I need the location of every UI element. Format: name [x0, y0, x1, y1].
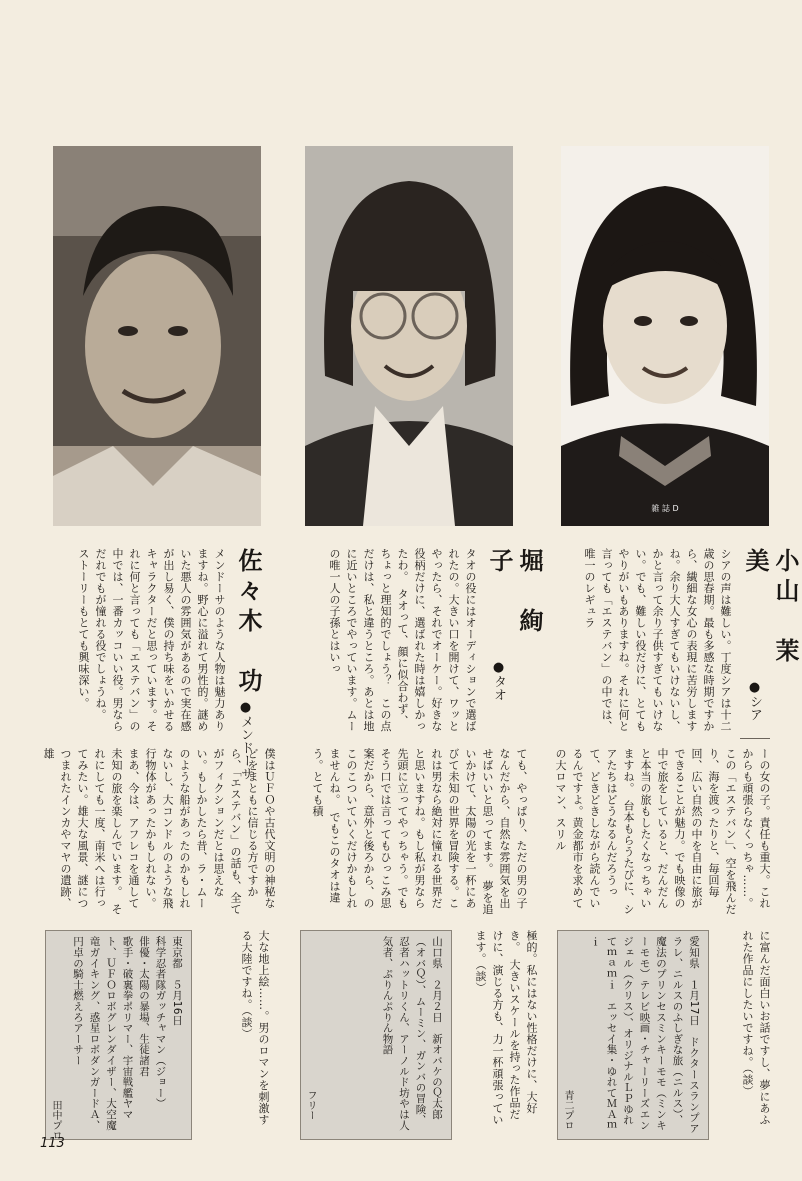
actor-role-sasaki: ●メンドーサ — [238, 700, 253, 780]
actor-bio-koyama: シアの声は難しい。丁度シアは十二歳の思春期。最も多感な時期ですから、繊細な女心の表現に苦労しますね。余り大人すぎてもいけないし、かと言って余り子供すぎてもいけない。でも、難しい役だけに、とてもやりがいもありますね。それに何と言っても「エステバン」の中では、唯一のレギュラ — [583, 548, 732, 732]
actor-text-koyama-cont: ーの女の子。責任も重大。これからも頑張らなくっちゃ……。 この「エステバン」、空を飛んだり、海を渡ったりと、毎回毎回、広い自然の中を自由に旅ができることが魅力。でも映像の中で旅をしていると、だんだんと本当の旅もしたくなっちゃいますね。 台本もらうたびに、シアたちはどうなるんだろうって、どきどきしながら読んでいるんですよ。黄金都市を求めての大ロマン、スリル — [554, 748, 771, 915]
photo-shia-actress — [561, 146, 769, 526]
actor-bio-hori: タオの役にはオーディションで選ばれたの。大きい口を開けて、ワッとやったら、それでオーケー。好きな役柄だけに、選ばれた時は嬉しかったわ。 タオって、顔に似合わず、ちょっと理知的でしょう？ この点だけは、私と違うところ。あとは地に近いところでやっています。ムーの唯一人の子孫とはいっ — [328, 548, 477, 732]
page-number: 113 — [40, 1136, 65, 1151]
profile-box-hori — [300, 930, 452, 1140]
photo-tao-actress — [305, 146, 513, 526]
actor-role-hori: ●タオ — [491, 660, 506, 701]
actor-role-koyama: ●シア — [747, 680, 762, 721]
profile-box-koyama — [557, 930, 709, 1140]
divider — [740, 738, 770, 739]
actor-text-sasaki-end: 大な地上絵……。男のロマンを刺激する大陸ですね。（談） — [240, 930, 270, 1126]
actor-text-hori-cont: ても、やっぱり、ただの男の子なんだから、自然な雰囲気を出せばいいと思ってます。 夢を追いかけて、太陽の光を一杯にあびて未知の世界を冒険する。これは男なら絶対に憧れる世界だと思いますね。もし私が男なら先頭に立ってやっちゃう。でもそう口では言ってもひっこみ思案だから、意外と後ろから、のこのこついていくだけかもしれませんね。 でもこのタオは違う。とても積 — [311, 748, 528, 915]
actor-name-sasaki: 佐々木 功 — [234, 548, 263, 698]
photo-mendosa-actor — [53, 146, 261, 526]
actor-text-hori-end: 極的。私にはない性格だけに、大好き。 大きいスケールを持った作品だけに、演じる方も、力一杯頑張っています。（談） — [474, 930, 538, 1126]
actor-name-hori: 堀 絢子 — [485, 548, 544, 638]
profile-text-koyama: 愛知県 １月17日 ドクタースランプアラレ、ニルスのふしぎな旅（ニルス）、魔法のプリンセスミンキーモモ（ミンキーモモ）テレビ映画・チャーリーズエンジェル（クリス）、オリジナルＬＰゆれてｍａｍｉ エッセイ集・ゆれてＭＡｍｉ — [589, 936, 700, 1134]
photo-caption: 雑 誌 D — [651, 504, 679, 513]
profile-text-sasaki: 東京都 ５月16日 科学忍者隊ガッチャマン（ジョー） 俳優・太陽の暴場、生徒諸君 歌手・破裏拳ポリマー、宇宙戦艦ヤマト、ＵＦＯロボグレンダイザー、大空魔竜ガイキング、惑星ロボダンガードＡ、円卓の騎士燃えろアーサー — [72, 936, 183, 1131]
agency-sasaki: 田中プロ — [50, 1100, 61, 1140]
actor-text-sasaki-cont: 僕はＵＦＯや古代文明の神秘などをまともに信じる方ですから、「エステバン」の話も、全てがフィクションだとは思えない。もしかしたら昔、ラ・ムーのような船があったのかもしれないし、大コンドルのような飛行物体があったかもしれない。まあ、今は、アフレコを通して未知の旅を楽しんでいます。 それにしても一度、南米へは行ってみたい。雄大な風景、謎につつまれたインカやマヤの遺跡、雄 — [42, 748, 276, 915]
actor-bio-sasaki: メンドーサのような人物は魅力ありますね。野心に溢れて男性的。謎めいた悪人の雰囲気があるので実在感が出し易く、僕の持ち味をいかせるキャラクターだと思っています。それに何と言っても「エステバン」の中では、一番カッコいい役。男ならだれでもが憧れる役でしょうね。 ストーリーもとても興味深い。 — [77, 548, 226, 732]
agency-koyama: 青二プロ — [562, 1090, 573, 1130]
profile-text-hori: 山口県 ２月２日 新オバケのＱ太郎（オバＱ）、ムーミン、ガンバの冒険、忍者ハットリくん、アーノルド坊やは人気者、ぷりんぷりん物語 — [381, 936, 443, 1131]
agency-hori: フリー — [305, 1090, 316, 1120]
profile-box-sasaki — [45, 930, 192, 1140]
actor-name-koyama: 小山 茉美 — [741, 548, 800, 668]
actor-text-koyama-end: に富んだ面白いお話ですし、夢にあふれた作品にしたいですね。（談） — [741, 930, 771, 1126]
